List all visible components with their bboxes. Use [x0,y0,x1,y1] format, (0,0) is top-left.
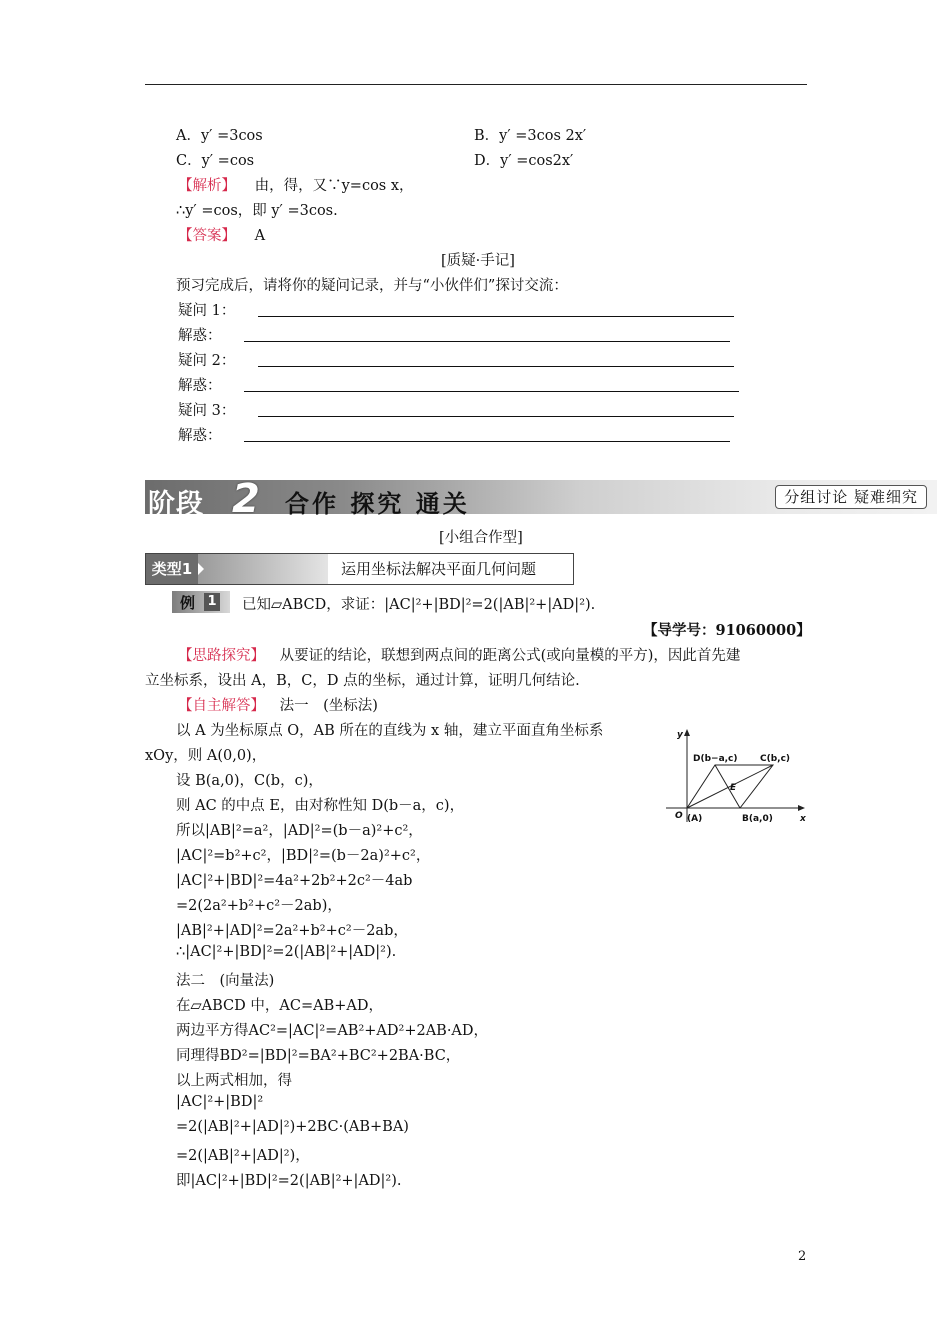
thinking-line1: 从要证的结论，联想到两点间的距离公式(或向量模的平方)，因此首先建 [279,648,741,664]
answer-value: A [254,228,266,244]
y-axis-arrow [684,729,690,736]
thinking-label: 【思路探究】 [178,648,265,664]
method2-title: 法二 (向量法) [176,973,275,989]
answer-3-line[interactable] [244,441,730,442]
method1-title: 法一 (坐标法) [279,698,378,714]
solution-line: 所以|AB|²=a²，|AD|²=(b－a)²+c²， [176,823,423,839]
solution-line: 以上两式相加，得 [176,1073,292,1089]
type-gradient [198,554,328,584]
solution-line: |AC|²+|BD|²=4a²+2b²+2c²－4ab [176,873,413,889]
banner-tag: 分组讨论 疑难细究 [775,485,927,509]
question-2-label: 疑问 2： [178,353,236,369]
solution-label: 【自主解答】 [178,698,265,714]
thinking-line2: 立坐标系，设出 A，B，C，D 点的坐标，通过计算，证明几何结论. [145,673,580,689]
group-type-title: [小组合作型] [439,530,523,546]
figure-label-a: (A) [687,814,703,824]
diagonal-bd [715,765,740,808]
figure-label-e: E [730,783,737,793]
example-statement: 已知▱ABCD，求证：|AC|²+|BD|²=2(|AB|²+|AD|²). [242,597,596,613]
figure-label-c: C(b,c) [760,754,791,764]
solution-line: |AC|²=b²+c²，|BD|²=(b－2a)²+c²， [176,848,431,864]
answer-1-line[interactable] [244,341,730,342]
question-3-line[interactable] [258,416,734,417]
solution-line: 则 AC 的中点 E，由对称性知 D(b－a，c)， [176,798,465,814]
solution-line: 在▱ABCD 中，AC=AB+AD， [176,998,383,1014]
arrow-right-icon [198,563,204,575]
solution-line: =2(|AB|²+|AD|²)， [176,1148,310,1164]
notes-intro: 预习完成后，请将你的疑问记录，并与“小伙伴们”探讨交流： [176,278,568,294]
answer-label: 【答案】 [178,228,236,244]
x-axis-arrow [798,805,805,811]
option-c: C．y′ =cos [176,153,255,169]
stage-banner [145,476,937,522]
option-a: A．y′ =3cos [176,128,263,144]
option-d: D．y′ =cos2x′ [474,153,574,169]
answer-1-label: 解惑： [178,328,222,344]
solution-line: |AC|²+|BD|² [176,1094,264,1110]
solution-line: 即|AC|²+|BD|²=2(|AB|²+|AD|²). [176,1173,402,1189]
notes-title: [质疑·手记] [441,253,515,269]
analysis-line1: 由，得，又∵y=cos x， [254,178,414,194]
answer-2-line[interactable] [244,391,739,392]
figure-label-d: D(b−a,c) [693,754,738,764]
analysis-label: 【解析】 [178,178,236,194]
answer-block [178,224,265,245]
analysis-block [178,174,414,195]
example-number: 1 [204,593,220,611]
banner-number: 2 [232,476,260,522]
thinking-block [178,644,740,665]
answer-2-label: 解惑： [178,378,222,394]
page-number: 2 [798,1249,807,1264]
solution-line: 同理得BD²=|BD|²=BA²+BC²+2BA·BC， [176,1048,461,1064]
solution-line: |AB|²+|AD|²=2a²+b²+c²－2ab， [176,923,408,939]
question-3-label: 疑问 3： [178,403,236,419]
solution-line: =2(2a²+b²+c²－2ab)， [176,898,342,914]
figure-label-b: B(a,0) [742,814,773,824]
example-label [172,591,230,613]
figure-label-x: x [800,814,806,824]
solution-line: ∴|AC|²+|BD|²=2(|AB|²+|AD|²). [176,944,397,960]
question-2-line[interactable] [258,366,734,367]
header-rule [145,84,807,85]
solution-line: xOy，则 A(0,0)， [145,748,267,764]
solution-line: 设 B(a,0)，C(b，c)， [176,773,323,789]
question-1-label: 疑问 1： [178,303,236,319]
type-title: 运用坐标法解决平面几何问题 [341,560,537,578]
solution-line: 以 A 为坐标原点 O，AB 所在的直线为 x 轴，建立平面直角坐标系 [176,723,604,739]
figure-label-o: O [675,811,683,821]
question-1-line[interactable] [258,316,734,317]
type-label: 类型1 [146,554,198,584]
solution-line: =2(|AB|²+|AD|²)+2BC·(AB+BA) [176,1119,409,1135]
banner-title: 合作 探究 通关 [285,489,470,518]
banner-stage: 阶段 [148,489,204,520]
solution-header [178,694,378,715]
figure-label-y: y [677,730,683,740]
parallelogram-figure [660,722,810,832]
option-b: B．y′ =3cos 2x′ [474,128,587,144]
guide-number: 【导学号：91060000】 [643,622,811,639]
solution-line: 两边平方得AC²=|AC|²=AB²+AD²+2AB·AD， [176,1023,489,1039]
example-text-label: 例 [180,594,196,612]
analysis-line2: ∴y′ =cos，即 y′ =3cos. [176,203,338,219]
answer-3-label: 解惑： [178,428,222,444]
type-box [145,553,574,585]
